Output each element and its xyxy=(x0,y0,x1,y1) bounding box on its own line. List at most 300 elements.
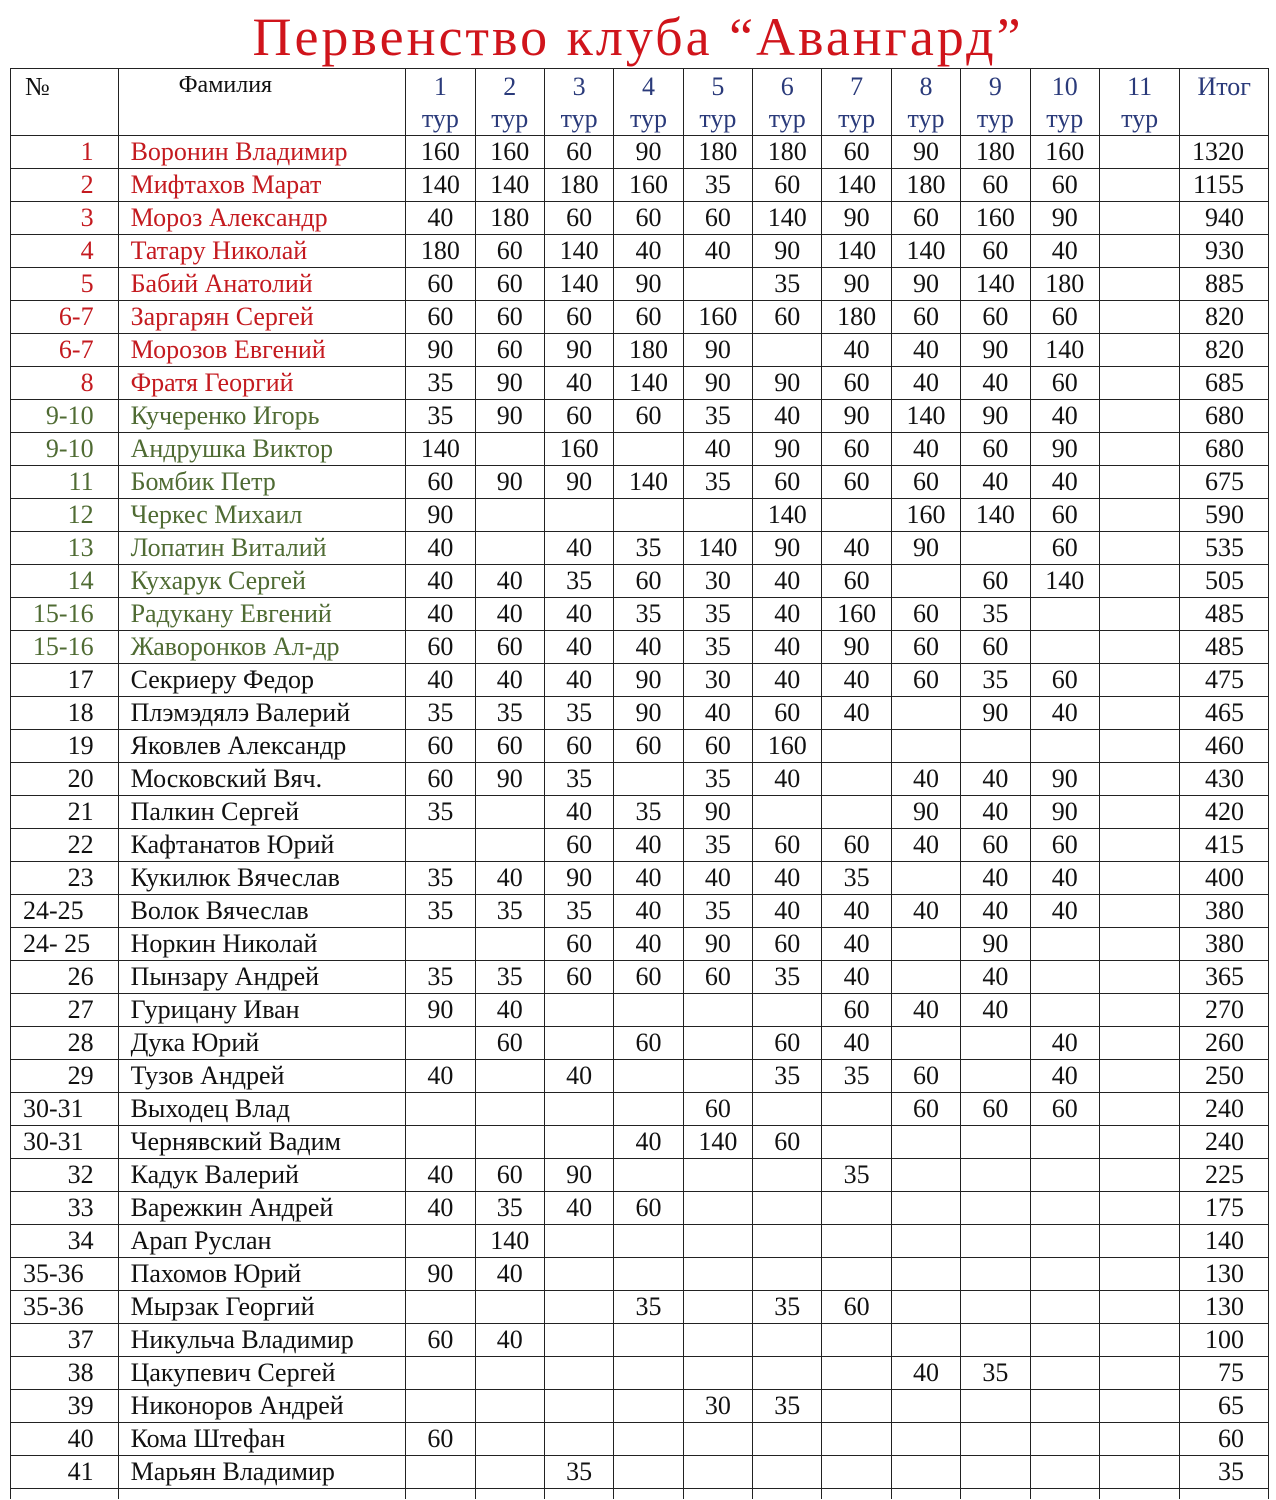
score-cell: 35 xyxy=(406,796,475,829)
score-cell: 60 xyxy=(1030,367,1099,400)
score-cell: 180 xyxy=(683,136,752,169)
player-name-cell: Секриеру Федор xyxy=(118,664,406,697)
total-cell: 680 xyxy=(1180,400,1269,433)
total-cell: 175 xyxy=(1180,1192,1269,1225)
score-cell xyxy=(544,1357,613,1390)
standings-rows xyxy=(11,136,1269,1500)
player-name-cell: Жаворонков Ал-др xyxy=(118,631,406,664)
total-cell: 430 xyxy=(1180,763,1269,796)
score-cell: 60 xyxy=(614,730,683,763)
score-cell: 140 xyxy=(753,202,822,235)
score-cell xyxy=(891,1390,960,1423)
score-cell xyxy=(1030,1192,1099,1225)
score-cell xyxy=(1099,202,1179,235)
total-cell: 485 xyxy=(1180,631,1269,664)
table-row xyxy=(11,301,1269,334)
total-cell: 365 xyxy=(1180,961,1269,994)
score-cell xyxy=(475,1357,544,1390)
place-cell: 30-31 xyxy=(11,1126,119,1159)
score-cell: 35 xyxy=(544,565,613,598)
score-cell: 60 xyxy=(753,697,822,730)
score-cell: 60 xyxy=(891,598,960,631)
player-name-cell: Московский Вяч. xyxy=(118,763,406,796)
score-cell: 140 xyxy=(406,433,475,466)
score-cell xyxy=(753,334,822,367)
score-cell xyxy=(614,763,683,796)
header-number: № xyxy=(11,69,119,136)
score-cell: 140 xyxy=(614,367,683,400)
score-cell: 60 xyxy=(822,994,891,1027)
total-cell: 240 xyxy=(1180,1093,1269,1126)
score-cell: 180 xyxy=(822,301,891,334)
header-round-7 xyxy=(822,69,891,136)
score-cell: 90 xyxy=(475,400,544,433)
player-name-cell: Кухарук Сергей xyxy=(118,565,406,598)
score-cell: 40 xyxy=(475,598,544,631)
score-cell: 40 xyxy=(544,631,613,664)
empty-cell xyxy=(614,1489,683,1500)
score-cell: 40 xyxy=(891,334,960,367)
header-round-number: 9 xyxy=(988,72,1002,101)
score-cell xyxy=(1099,136,1179,169)
score-cell xyxy=(1099,301,1179,334)
score-cell xyxy=(753,1357,822,1390)
total-cell: 75 xyxy=(1180,1357,1269,1390)
score-cell: 35 xyxy=(822,1159,891,1192)
header-round-number: 7 xyxy=(850,72,864,101)
score-cell: 90 xyxy=(614,268,683,301)
score-cell xyxy=(475,1093,544,1126)
score-cell: 40 xyxy=(961,994,1030,1027)
score-cell xyxy=(891,1126,960,1159)
score-cell: 60 xyxy=(683,1093,752,1126)
table-row xyxy=(11,598,1269,631)
score-cell xyxy=(1099,631,1179,664)
score-cell: 35 xyxy=(683,400,752,433)
score-cell xyxy=(1030,1258,1099,1291)
score-cell: 40 xyxy=(961,895,1030,928)
score-cell xyxy=(1030,994,1099,1027)
score-cell xyxy=(614,1456,683,1489)
score-cell: 40 xyxy=(406,1060,475,1093)
player-name-cell: Дука Юрий xyxy=(118,1027,406,1060)
score-cell: 40 xyxy=(822,895,891,928)
table-row xyxy=(11,730,1269,763)
total-cell: 270 xyxy=(1180,994,1269,1027)
score-cell: 90 xyxy=(683,367,752,400)
score-cell: 60 xyxy=(753,301,822,334)
score-cell xyxy=(475,1456,544,1489)
score-cell xyxy=(753,1192,822,1225)
score-cell: 60 xyxy=(753,1027,822,1060)
player-name-cell: Варежкин Андрей xyxy=(118,1192,406,1225)
table-row xyxy=(11,862,1269,895)
score-cell xyxy=(822,1423,891,1456)
score-cell xyxy=(1099,499,1179,532)
total-cell: 225 xyxy=(1180,1159,1269,1192)
score-cell: 30 xyxy=(683,565,752,598)
player-name-cell: Мырзак Георгий xyxy=(118,1291,406,1324)
score-cell xyxy=(1099,1357,1179,1390)
score-cell xyxy=(475,1390,544,1423)
score-cell: 60 xyxy=(822,136,891,169)
total-cell: 460 xyxy=(1180,730,1269,763)
score-cell: 60 xyxy=(544,301,613,334)
score-cell: 140 xyxy=(475,169,544,202)
score-cell: 90 xyxy=(961,400,1030,433)
score-cell xyxy=(753,1423,822,1456)
total-cell: 505 xyxy=(1180,565,1269,598)
place-cell: 28 xyxy=(11,1027,119,1060)
player-name-cell: Гурицану Иван xyxy=(118,994,406,1027)
header-round-number: 6 xyxy=(780,72,794,101)
total-cell: 415 xyxy=(1180,829,1269,862)
score-cell: 60 xyxy=(891,664,960,697)
score-cell xyxy=(475,1060,544,1093)
score-cell: 40 xyxy=(753,664,822,697)
score-cell: 40 xyxy=(891,895,960,928)
score-cell xyxy=(683,994,752,1027)
score-cell xyxy=(891,1225,960,1258)
player-name-cell: Никоноров Андрей xyxy=(118,1390,406,1423)
total-cell: 485 xyxy=(1180,598,1269,631)
score-cell: 40 xyxy=(1030,1027,1099,1060)
score-cell: 40 xyxy=(683,433,752,466)
score-cell xyxy=(1030,631,1099,664)
score-cell xyxy=(1099,1060,1179,1093)
score-cell xyxy=(822,763,891,796)
score-cell: 140 xyxy=(683,1126,752,1159)
score-cell: 160 xyxy=(614,169,683,202)
score-cell xyxy=(475,433,544,466)
score-cell xyxy=(614,499,683,532)
score-cell: 35 xyxy=(544,697,613,730)
score-cell: 60 xyxy=(1030,532,1099,565)
score-cell: 35 xyxy=(683,895,752,928)
score-cell: 35 xyxy=(475,961,544,994)
table-row xyxy=(11,1027,1269,1060)
score-cell xyxy=(683,268,752,301)
score-cell: 30 xyxy=(683,664,752,697)
score-cell: 60 xyxy=(961,631,1030,664)
score-cell xyxy=(683,1357,752,1390)
score-cell xyxy=(961,1027,1030,1060)
score-cell: 90 xyxy=(961,928,1030,961)
player-name-cell: Никульча Владимир xyxy=(118,1324,406,1357)
score-cell: 180 xyxy=(614,334,683,367)
score-cell: 40 xyxy=(614,862,683,895)
total-cell: 100 xyxy=(1180,1324,1269,1357)
score-cell: 60 xyxy=(475,631,544,664)
score-cell: 35 xyxy=(683,598,752,631)
score-cell xyxy=(406,829,475,862)
header-round-label: тур xyxy=(1121,104,1159,133)
score-cell: 35 xyxy=(614,532,683,565)
score-cell: 40 xyxy=(544,367,613,400)
player-name-cell: Норкин Николай xyxy=(118,928,406,961)
place-cell: 9-10 xyxy=(11,400,119,433)
score-cell: 140 xyxy=(1030,565,1099,598)
header-round-6 xyxy=(753,69,822,136)
score-cell xyxy=(891,730,960,763)
score-cell: 60 xyxy=(406,730,475,763)
score-cell: 140 xyxy=(544,268,613,301)
score-cell xyxy=(822,499,891,532)
score-cell: 90 xyxy=(822,400,891,433)
score-cell: 35 xyxy=(406,697,475,730)
place-cell: 40 xyxy=(11,1423,119,1456)
place-cell: 17 xyxy=(11,664,119,697)
score-cell: 140 xyxy=(822,235,891,268)
score-cell: 35 xyxy=(961,1357,1030,1390)
score-cell: 90 xyxy=(891,532,960,565)
score-cell: 60 xyxy=(891,301,960,334)
table-row xyxy=(11,1159,1269,1192)
score-cell xyxy=(753,1093,822,1126)
header-round-2 xyxy=(475,69,544,136)
score-cell: 90 xyxy=(1030,796,1099,829)
score-cell xyxy=(1099,598,1179,631)
score-cell xyxy=(753,994,822,1027)
player-name-cell: Яковлев Александр xyxy=(118,730,406,763)
score-cell: 160 xyxy=(891,499,960,532)
place-cell: 15-16 xyxy=(11,631,119,664)
table-row xyxy=(11,928,1269,961)
score-cell: 60 xyxy=(475,334,544,367)
score-cell: 40 xyxy=(544,598,613,631)
place-cell: 32 xyxy=(11,1159,119,1192)
score-cell: 60 xyxy=(961,1093,1030,1126)
score-cell: 90 xyxy=(891,136,960,169)
player-name-cell: Тузов Андрей xyxy=(118,1060,406,1093)
header-round-number: 3 xyxy=(572,72,586,101)
header-round-number: 5 xyxy=(711,72,725,101)
total-cell: 675 xyxy=(1180,466,1269,499)
score-cell xyxy=(544,1126,613,1159)
score-cell xyxy=(753,1258,822,1291)
score-cell: 140 xyxy=(822,169,891,202)
table-row xyxy=(11,1456,1269,1489)
empty-cell xyxy=(891,1489,960,1500)
score-cell xyxy=(1030,928,1099,961)
score-cell: 60 xyxy=(683,961,752,994)
place-cell: 35-36 xyxy=(11,1258,119,1291)
player-name-cell: Мороз Александр xyxy=(118,202,406,235)
score-cell xyxy=(1099,1324,1179,1357)
score-cell xyxy=(822,730,891,763)
score-cell: 30 xyxy=(683,1390,752,1423)
score-cell: 40 xyxy=(822,334,891,367)
place-cell: 21 xyxy=(11,796,119,829)
score-cell: 140 xyxy=(475,1225,544,1258)
header-round-label: тур xyxy=(976,104,1014,133)
score-cell: 60 xyxy=(961,433,1030,466)
score-cell xyxy=(683,1291,752,1324)
score-cell: 90 xyxy=(614,697,683,730)
score-cell xyxy=(614,1060,683,1093)
score-cell: 60 xyxy=(614,961,683,994)
score-cell xyxy=(1099,235,1179,268)
score-cell xyxy=(1099,730,1179,763)
score-cell xyxy=(753,1159,822,1192)
score-cell xyxy=(1099,466,1179,499)
score-cell: 40 xyxy=(822,1027,891,1060)
score-cell: 40 xyxy=(406,532,475,565)
player-name-cell: Мифтахов Марат xyxy=(118,169,406,202)
score-cell: 60 xyxy=(753,1126,822,1159)
place-cell: 35-36 xyxy=(11,1291,119,1324)
score-cell xyxy=(822,1126,891,1159)
total-cell: 940 xyxy=(1180,202,1269,235)
score-cell: 35 xyxy=(614,598,683,631)
empty-cell xyxy=(683,1489,752,1500)
score-cell: 60 xyxy=(753,466,822,499)
score-cell: 40 xyxy=(753,763,822,796)
score-cell xyxy=(1030,1225,1099,1258)
empty-cell xyxy=(118,1489,406,1500)
page-title: Первенство клуба “Авангард” xyxy=(252,7,1024,67)
score-cell xyxy=(475,1126,544,1159)
header-round-number: 4 xyxy=(642,72,655,101)
score-cell xyxy=(961,1456,1030,1489)
header-round-number: 1 xyxy=(433,72,447,101)
header-name: Фамилия xyxy=(118,69,406,136)
score-cell: 35 xyxy=(544,763,613,796)
score-cell: 90 xyxy=(614,664,683,697)
table-row xyxy=(11,829,1269,862)
score-cell: 40 xyxy=(822,532,891,565)
score-cell: 60 xyxy=(683,730,752,763)
score-cell: 60 xyxy=(406,763,475,796)
total-cell: 475 xyxy=(1180,664,1269,697)
score-cell: 90 xyxy=(1030,763,1099,796)
score-cell xyxy=(891,1291,960,1324)
total-cell: 260 xyxy=(1180,1027,1269,1060)
score-cell xyxy=(961,1225,1030,1258)
score-cell xyxy=(822,1324,891,1357)
score-cell xyxy=(961,730,1030,763)
score-cell xyxy=(961,1423,1030,1456)
table-header-row xyxy=(11,69,1269,136)
header-round-label: тур xyxy=(907,104,945,133)
score-cell xyxy=(683,1258,752,1291)
score-cell: 40 xyxy=(614,1126,683,1159)
score-cell: 40 xyxy=(753,598,822,631)
table-row xyxy=(11,433,1269,466)
table-row xyxy=(11,1258,1269,1291)
score-cell xyxy=(1099,928,1179,961)
score-cell: 180 xyxy=(1030,268,1099,301)
score-cell: 60 xyxy=(961,169,1030,202)
score-cell: 90 xyxy=(544,1159,613,1192)
score-cell xyxy=(544,1291,613,1324)
score-cell xyxy=(1099,796,1179,829)
score-cell xyxy=(1099,664,1179,697)
score-cell: 60 xyxy=(822,829,891,862)
score-cell: 60 xyxy=(544,400,613,433)
score-cell xyxy=(822,1258,891,1291)
score-cell xyxy=(1099,697,1179,730)
score-cell xyxy=(683,1192,752,1225)
place-cell: 11 xyxy=(11,466,119,499)
place-cell: 18 xyxy=(11,697,119,730)
score-cell: 40 xyxy=(753,895,822,928)
score-cell: 35 xyxy=(406,895,475,928)
player-name-cell: Плэмэдялэ Валерий xyxy=(118,697,406,730)
score-cell: 60 xyxy=(1030,499,1099,532)
score-cell: 35 xyxy=(961,598,1030,631)
place-cell: 24- 25 xyxy=(11,928,119,961)
score-cell: 60 xyxy=(544,202,613,235)
score-cell: 90 xyxy=(683,928,752,961)
score-cell: 40 xyxy=(614,631,683,664)
score-cell: 35 xyxy=(753,268,822,301)
table-row xyxy=(11,1390,1269,1423)
score-cell: 160 xyxy=(475,136,544,169)
score-cell: 40 xyxy=(1030,862,1099,895)
score-cell xyxy=(1030,961,1099,994)
score-cell: 160 xyxy=(406,136,475,169)
score-cell xyxy=(683,1423,752,1456)
score-cell xyxy=(544,1093,613,1126)
empty-cell xyxy=(1180,1489,1269,1500)
player-name-cell: Пынзару Андрей xyxy=(118,961,406,994)
table-row xyxy=(11,466,1269,499)
total-cell: 930 xyxy=(1180,235,1269,268)
score-cell: 60 xyxy=(753,169,822,202)
score-cell: 35 xyxy=(683,169,752,202)
score-cell xyxy=(1030,1159,1099,1192)
score-cell: 35 xyxy=(822,1060,891,1093)
score-cell xyxy=(1030,1423,1099,1456)
score-cell xyxy=(683,499,752,532)
score-cell xyxy=(1099,829,1179,862)
score-cell xyxy=(614,1225,683,1258)
table-row xyxy=(11,1291,1269,1324)
score-cell: 35 xyxy=(753,1060,822,1093)
score-cell xyxy=(822,1456,891,1489)
header-round-9 xyxy=(961,69,1030,136)
score-cell: 140 xyxy=(614,466,683,499)
score-cell: 40 xyxy=(753,400,822,433)
score-cell: 60 xyxy=(1030,1093,1099,1126)
score-cell xyxy=(753,1225,822,1258)
score-cell xyxy=(891,565,960,598)
place-cell: 13 xyxy=(11,532,119,565)
score-cell: 60 xyxy=(406,301,475,334)
header-round-label: тур xyxy=(1046,104,1084,133)
score-cell xyxy=(614,1159,683,1192)
score-cell: 90 xyxy=(475,466,544,499)
score-cell: 90 xyxy=(1030,433,1099,466)
player-name-cell: Заргарян Сергей xyxy=(118,301,406,334)
score-cell: 60 xyxy=(961,829,1030,862)
score-cell: 140 xyxy=(1030,334,1099,367)
score-cell: 90 xyxy=(544,862,613,895)
score-cell xyxy=(614,1258,683,1291)
score-cell: 35 xyxy=(683,763,752,796)
score-cell: 90 xyxy=(544,334,613,367)
place-cell: 34 xyxy=(11,1225,119,1258)
score-cell: 140 xyxy=(683,532,752,565)
player-name-cell: Морозов Евгений xyxy=(118,334,406,367)
score-cell: 60 xyxy=(406,268,475,301)
score-cell xyxy=(683,1159,752,1192)
total-cell: 35 xyxy=(1180,1456,1269,1489)
table-row xyxy=(11,169,1269,202)
score-cell: 90 xyxy=(475,763,544,796)
score-cell: 40 xyxy=(406,598,475,631)
